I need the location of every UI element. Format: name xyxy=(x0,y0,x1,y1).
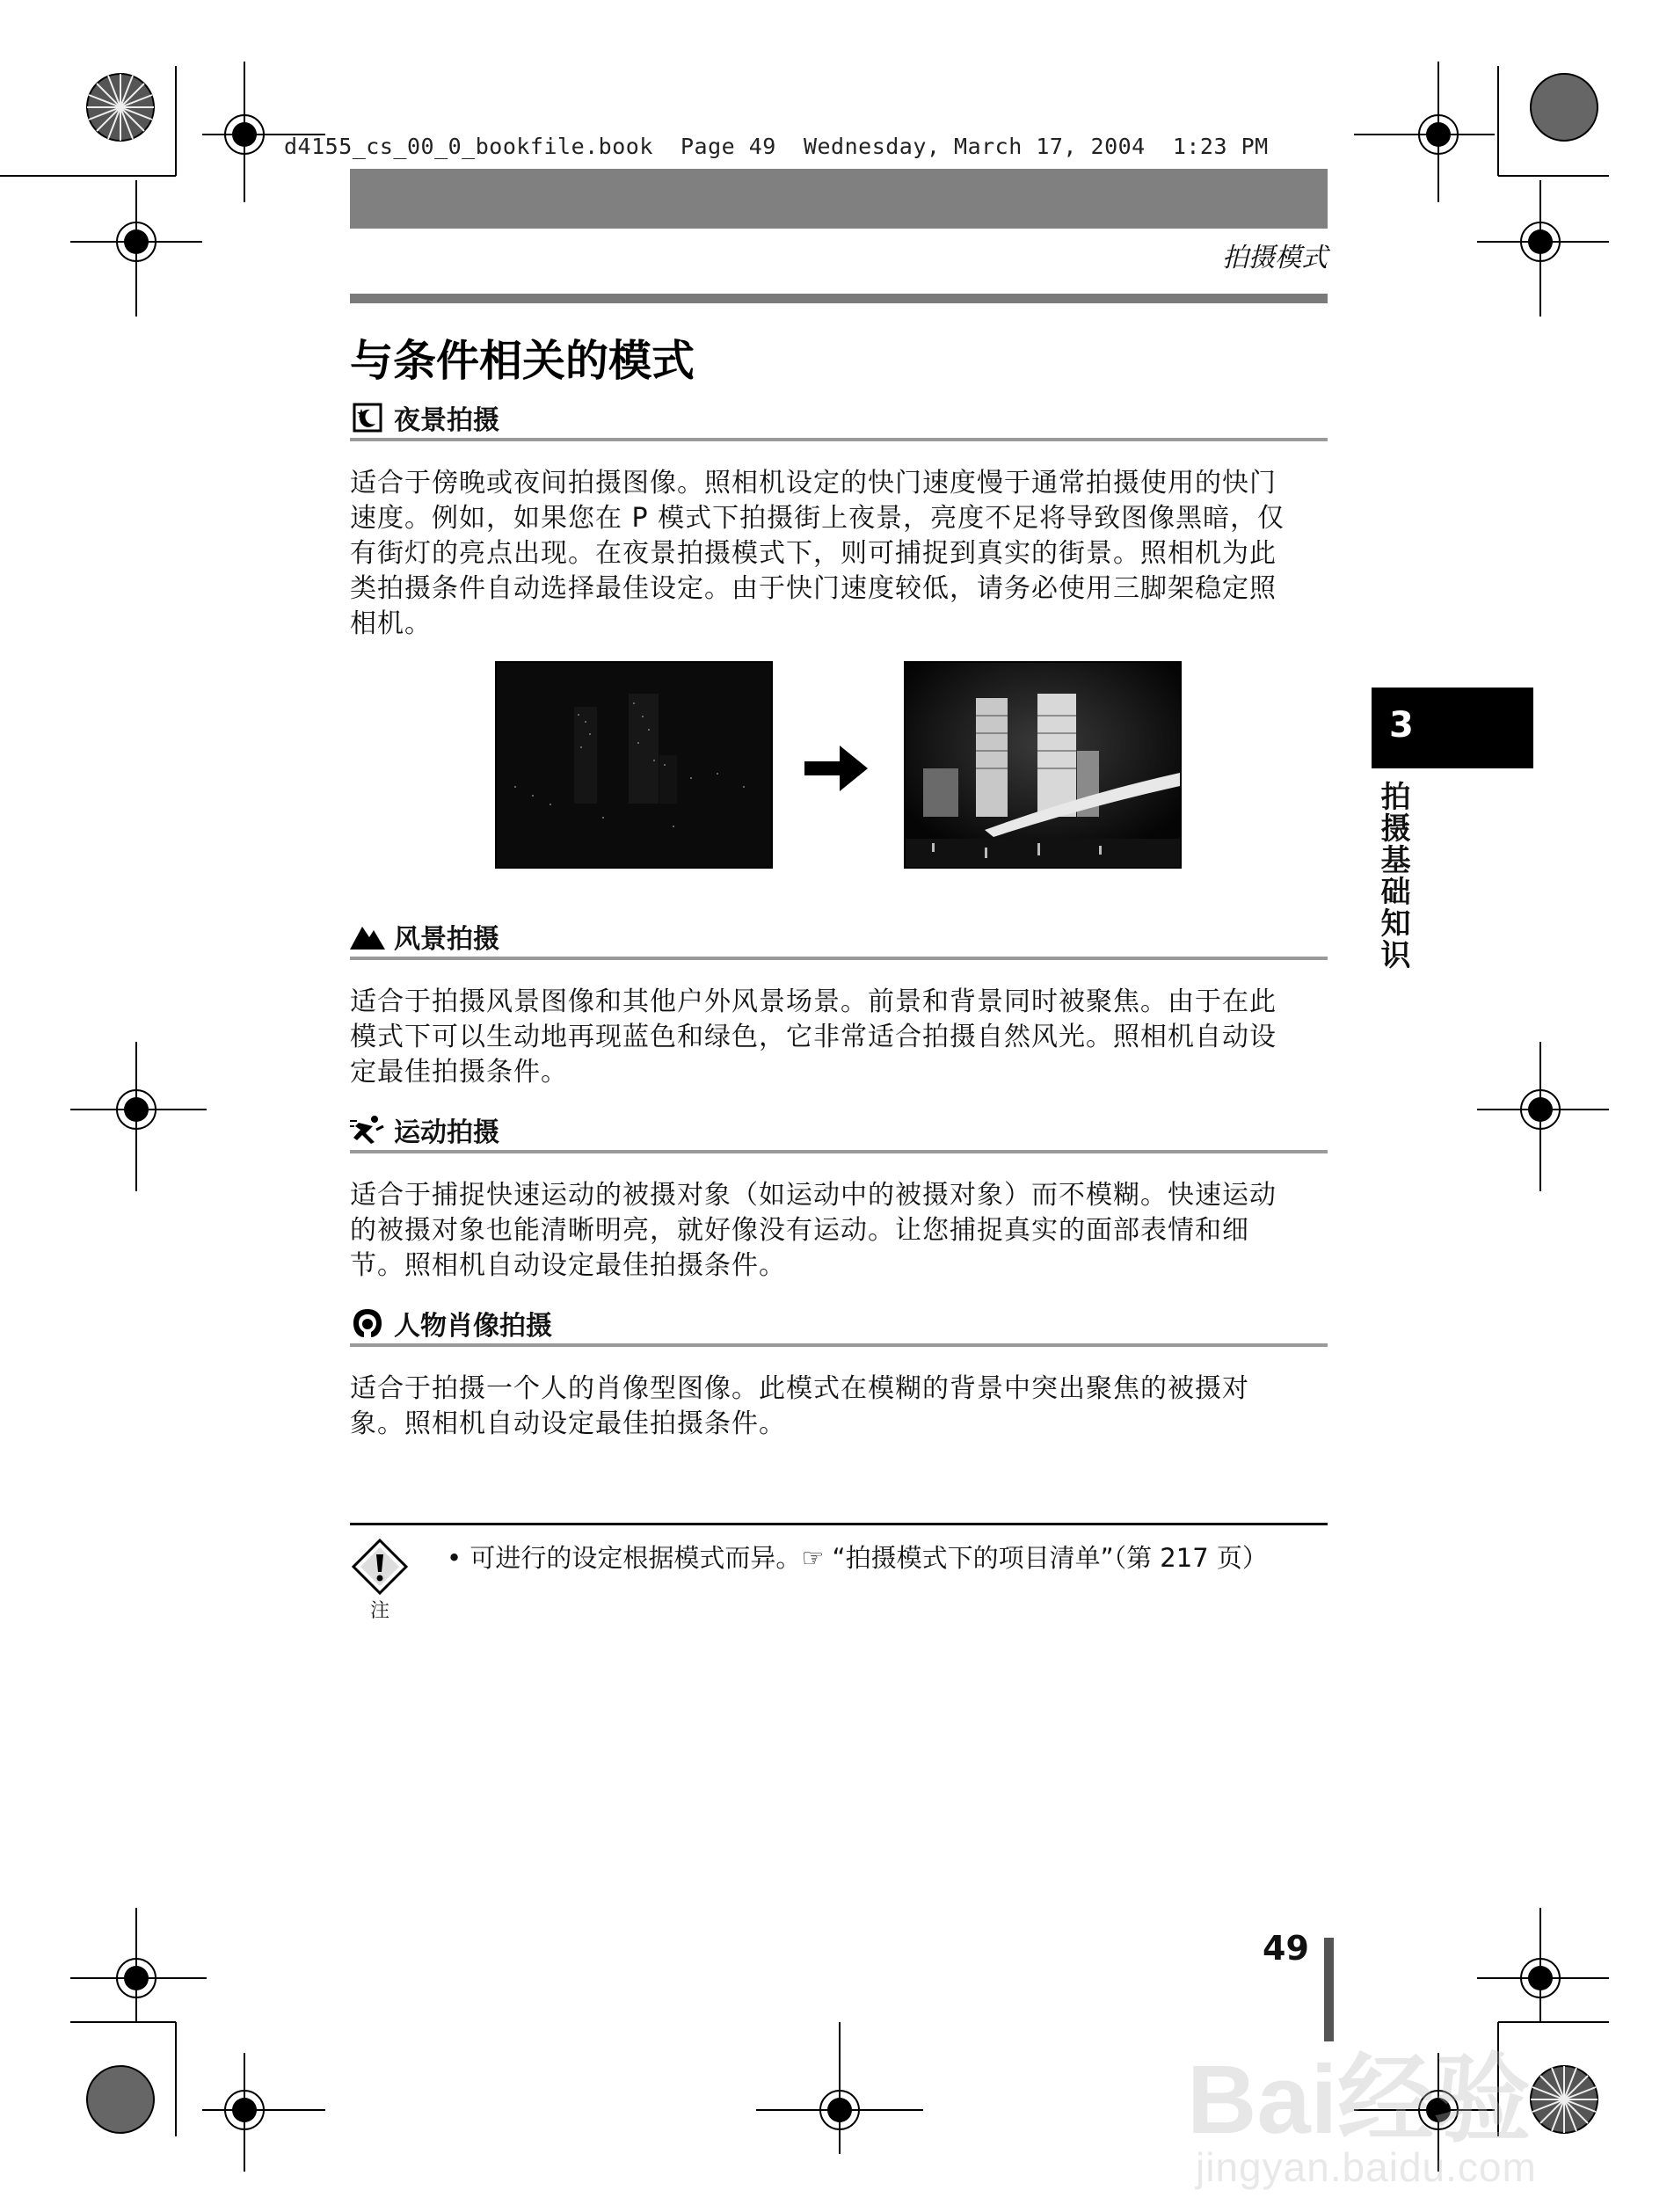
paragraph-portrait xyxy=(350,1372,1328,1442)
text-line: 有街灯的亮点出现。在夜景拍摄模式下，则可捕捉到真实的街景。照相机为此 xyxy=(350,538,1277,569)
subheading-label: 运动拍摄 xyxy=(394,1117,499,1148)
paragraph-night-scene xyxy=(350,466,1328,642)
text-line: 类拍摄条件自动选择最佳设定。由于快门速度较低，请务必使用三脚架稳定照 xyxy=(350,573,1277,604)
text-line: 模式下可以生动地再现蓝色和绿色，它非常适合拍摄自然风光。照相机自动设 xyxy=(350,1022,1277,1052)
section-label: 拍摄模式 xyxy=(1222,243,1328,273)
text-line: 适合于拍摄一个人的肖像型图像。此模式在模糊的背景中突出聚焦的被摄对 xyxy=(350,1373,1249,1404)
note-label: 注 xyxy=(370,1600,390,1622)
note-warning-icon xyxy=(352,1539,408,1595)
text-line: 适合于傍晚或夜间拍摄图像。照相机设定的快门速度慢于通常拍摄使用的快门 xyxy=(350,468,1277,498)
text-line: 的被摄对象也能清晰明亮，就好像没有运动。让您捕捉真实的面部表情和细 xyxy=(350,1215,1249,1246)
subheading-landscape xyxy=(350,916,1328,960)
portrait-icon xyxy=(350,1306,385,1341)
text-line: 相机。 xyxy=(350,608,432,639)
night-scene-icon xyxy=(350,400,385,435)
arrow-right-icon xyxy=(804,746,868,791)
photo-night-dark xyxy=(495,661,773,869)
text-line: 象。照相机自动设定最佳拍摄条件。 xyxy=(350,1408,786,1439)
baidu-watermark xyxy=(1187,2005,1609,2207)
text-line: 节。照相机自动设定最佳拍摄条件。 xyxy=(350,1250,786,1281)
chapter-label: 拍摄基础知识 xyxy=(1375,781,1410,971)
text-line: 适合于拍摄风景图像和其他户外风景场景。前景和背景同时被聚焦。由于在此 xyxy=(350,986,1277,1017)
subheading-label: 人物肖像拍摄 xyxy=(394,1311,552,1342)
chapter-number: 3 xyxy=(1389,705,1414,746)
paragraph-sports xyxy=(350,1178,1328,1284)
subheading-sports xyxy=(350,1110,1328,1153)
text-line: 适合于捕捉快速运动的被摄对象（如运动中的被摄对象）而不模糊。快速运动 xyxy=(350,1180,1277,1211)
watermark-url: jingyan.baidu.com xyxy=(1196,2144,1537,2190)
text-line: 速度。例如，如果您在 P 模式下拍摄街上夜景，亮度不足将导致图像黑暗，仅 xyxy=(350,503,1285,534)
header-band xyxy=(350,169,1328,229)
subheading-label: 风景拍摄 xyxy=(394,924,499,955)
note-rule xyxy=(350,1523,1328,1525)
photo-night-bright xyxy=(904,661,1182,869)
watermark-brand: Bai经验 xyxy=(1187,2046,1532,2154)
chapter-tab xyxy=(1372,688,1533,768)
subheading-label: 夜景拍摄 xyxy=(394,405,499,436)
page-title: 与条件相关的模式 xyxy=(350,336,695,386)
paragraph-landscape xyxy=(350,985,1328,1090)
file-info-header: d4155_cs_00_0_bookfile.book Page 49 Wednesday, March 17, 2004 1:23 PM xyxy=(284,134,1269,159)
note-text: • 可进行的设定根据模式而异。☞ “拍摄模式下的项目清单”（第 217 页） xyxy=(447,1543,1268,1573)
landscape-icon xyxy=(350,919,385,954)
header-rule xyxy=(350,294,1328,303)
page-number: 49 xyxy=(1263,1929,1309,1968)
subheading-portrait xyxy=(350,1303,1328,1347)
text-line: 定最佳拍摄条件。 xyxy=(350,1057,568,1088)
subheading-night-scene xyxy=(350,397,1328,441)
sports-icon xyxy=(350,1112,385,1147)
